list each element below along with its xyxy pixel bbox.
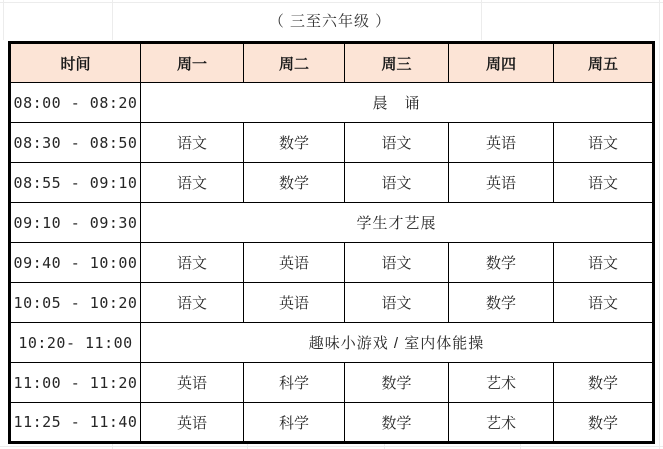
subject-cell: 语文 (345, 283, 449, 323)
time-cell: 08:00 - 08:20 (10, 83, 141, 123)
subject-cell: 英语 (141, 363, 244, 403)
background-gridline (659, 0, 660, 449)
subject-cell: 语文 (345, 243, 449, 283)
subject-cell: 语文 (141, 163, 244, 203)
subject-cell: 语文 (554, 243, 654, 283)
time-cell: 09:10 - 09:30 (10, 203, 141, 243)
subject-cell: 语文 (554, 123, 654, 163)
subject-cell: 英语 (244, 243, 345, 283)
time-cell: 11:00 - 11:20 (10, 363, 141, 403)
day-header-thursday: 周四 (449, 43, 554, 83)
merged-activity-cell: 趣味小游戏 / 室内体能操 (141, 323, 654, 363)
day-header-wednesday: 周三 (345, 43, 449, 83)
subject-cell: 语文 (554, 163, 654, 203)
merged-activity-cell: 学生才艺展 (141, 203, 654, 243)
day-header-tuesday: 周二 (244, 43, 345, 83)
time-column-header: 时间 (10, 43, 141, 83)
background-gridline (0, 446, 663, 447)
day-header-monday: 周一 (141, 43, 244, 83)
subject-cell: 语文 (141, 283, 244, 323)
table-row (10, 323, 654, 363)
subject-cell: 语文 (554, 283, 654, 323)
time-cell: 10:05 - 10:20 (10, 283, 141, 323)
merged-activity-cell: 晨 诵 (141, 83, 654, 123)
subject-cell: 数学 (244, 123, 345, 163)
subject-cell: 数学 (449, 243, 554, 283)
time-cell: 08:30 - 08:50 (10, 123, 141, 163)
subject-cell: 艺术 (449, 403, 554, 443)
table-row (10, 403, 654, 443)
subject-cell: 语文 (345, 123, 449, 163)
subject-cell: 艺术 (449, 363, 554, 403)
time-cell: 11:25 - 11:40 (10, 403, 141, 443)
background-gridline (3, 0, 4, 40)
table-row (10, 123, 654, 163)
subject-cell: 数学 (554, 403, 654, 443)
subject-cell: 语文 (141, 243, 244, 283)
timetable (8, 41, 655, 444)
background-gridline (0, 2, 663, 3)
time-cell: 08:55 - 09:10 (10, 163, 141, 203)
day-header-friday: 周五 (554, 43, 654, 83)
table-row (10, 163, 654, 203)
time-cell: 10:20- 11:00 (10, 323, 141, 363)
subject-cell: 数学 (244, 163, 345, 203)
subject-cell: 科学 (244, 363, 345, 403)
table-row (10, 243, 654, 283)
table-row (10, 203, 654, 243)
subject-cell: 数学 (449, 283, 554, 323)
subject-cell: 数学 (345, 363, 449, 403)
page-title: （ 三至六年级 ） (268, 13, 392, 30)
header-row (10, 43, 654, 83)
subject-cell: 数学 (554, 363, 654, 403)
subject-cell: 英语 (449, 123, 554, 163)
subject-cell: 英语 (244, 283, 345, 323)
subject-cell: 科学 (244, 403, 345, 443)
subject-cell: 数学 (345, 403, 449, 443)
table-row (10, 363, 654, 403)
table-row (10, 283, 654, 323)
table-row (10, 83, 654, 123)
subject-cell: 语文 (141, 123, 244, 163)
subject-cell: 语文 (345, 163, 449, 203)
time-cell: 09:40 - 10:00 (10, 243, 141, 283)
subject-cell: 英语 (141, 403, 244, 443)
subject-cell: 英语 (449, 163, 554, 203)
